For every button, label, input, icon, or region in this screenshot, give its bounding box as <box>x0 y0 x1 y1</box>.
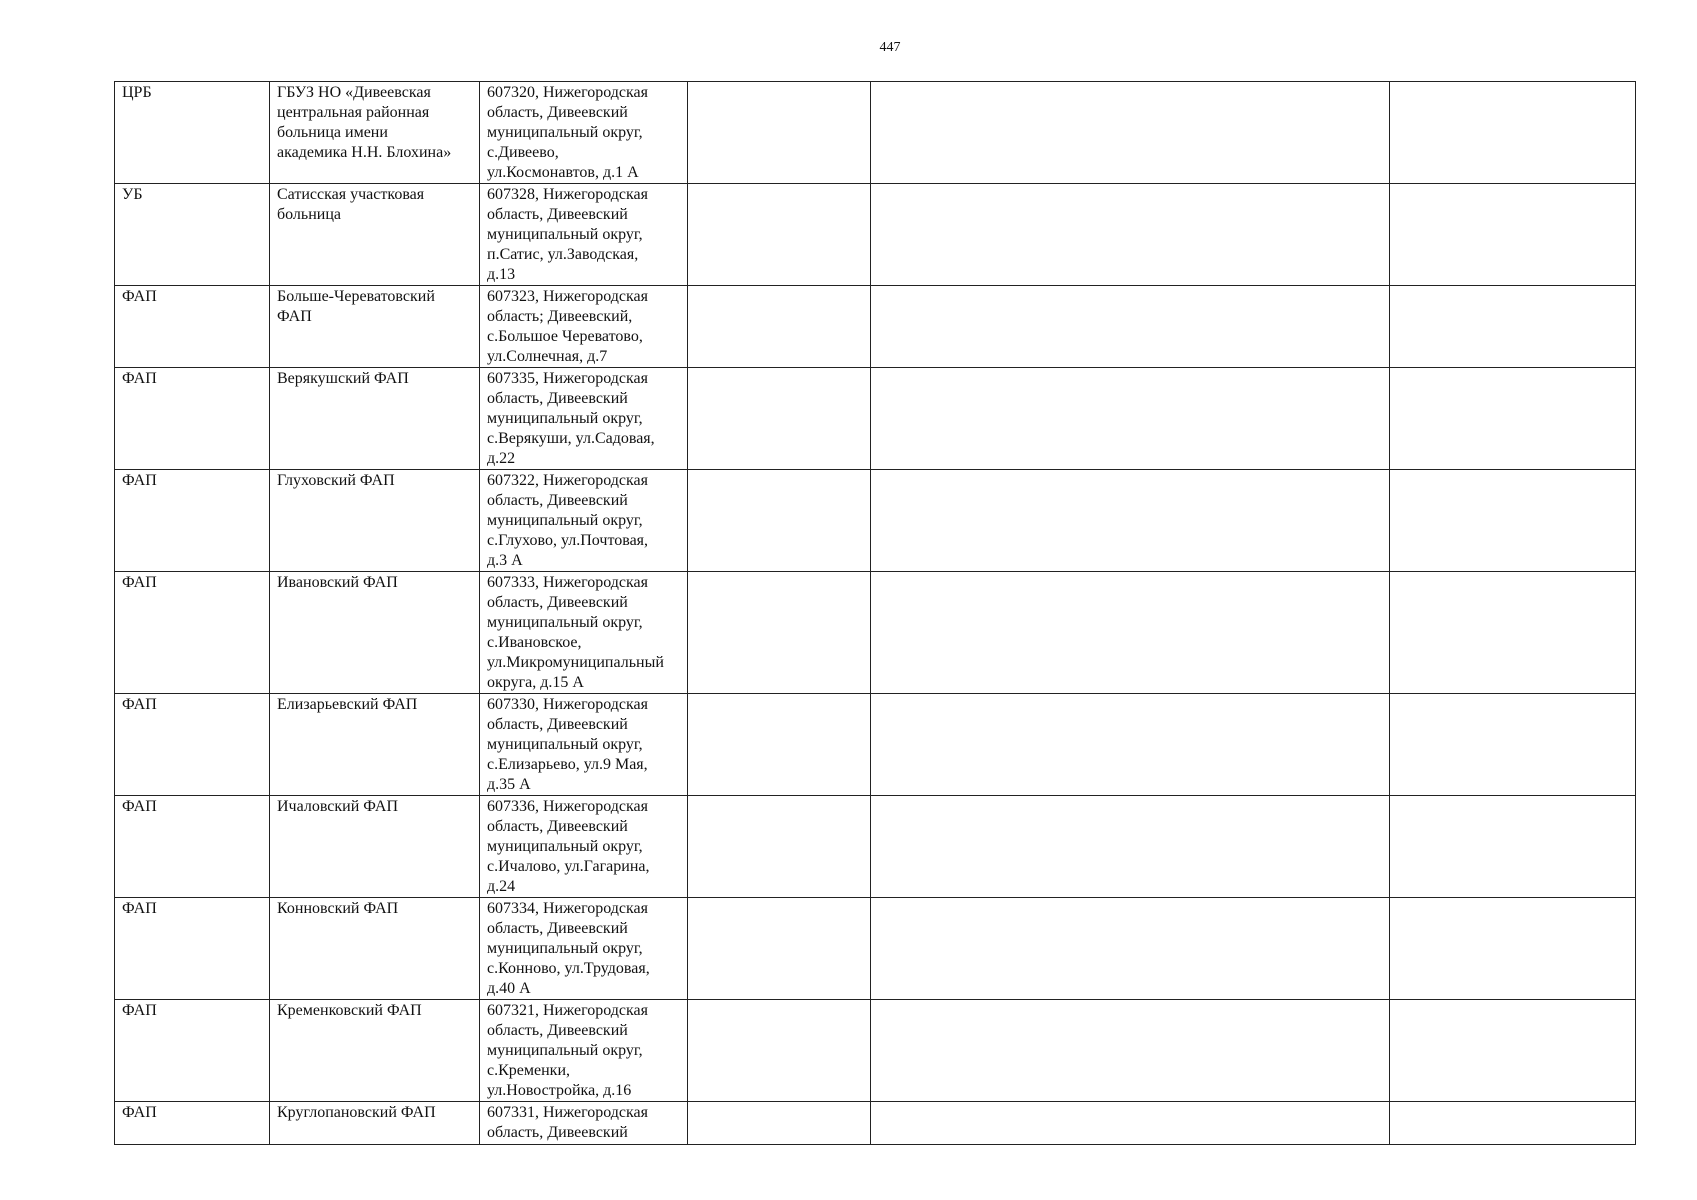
facility-name-cell: Глуховский ФАП <box>270 470 480 572</box>
facility-address-cell: 607334, Нижегородская область, Дивеевский муниципальный округ, с.Конново, ул.Трудовая, д.40 А <box>480 898 688 1000</box>
empty-cell <box>871 82 1390 184</box>
empty-cell <box>1390 368 1636 470</box>
table-row <box>115 1102 1636 1145</box>
table-row <box>115 694 1636 796</box>
facility-name-cell: Ичаловский ФАП <box>270 796 480 898</box>
empty-cell <box>688 572 871 694</box>
empty-cell <box>688 1102 871 1145</box>
facility-address-cell: 607335, Нижегородская область, Дивеевский муниципальный округ, с.Верякуши, ул.Садовая, д.22 <box>480 368 688 470</box>
table-row <box>115 898 1636 1000</box>
facility-name-cell: Сатисская участковая больница <box>270 184 480 286</box>
table-row <box>115 470 1636 572</box>
page-number: 447 <box>879 40 901 55</box>
facilities-table <box>114 81 1636 1145</box>
empty-cell <box>871 184 1390 286</box>
empty-cell <box>871 796 1390 898</box>
empty-cell <box>1390 1102 1636 1145</box>
empty-cell <box>871 898 1390 1000</box>
facility-address-cell: 607333, Нижегородская область, Дивеевский муниципальный округ, с.Ивановское, ул.Микромуниципальный округа, д.15 А <box>480 572 688 694</box>
facility-name-cell: Ивановский ФАП <box>270 572 480 694</box>
facility-type-cell: ФАП <box>115 286 270 368</box>
facility-type-cell: ФАП <box>115 368 270 470</box>
empty-cell <box>871 470 1390 572</box>
empty-cell <box>1390 572 1636 694</box>
facility-type-cell: ЦРБ <box>115 82 270 184</box>
empty-cell <box>688 796 871 898</box>
facility-type-cell: ФАП <box>115 796 270 898</box>
facility-type-cell: ФАП <box>115 572 270 694</box>
empty-cell <box>688 286 871 368</box>
empty-cell <box>1390 898 1636 1000</box>
facility-type-cell: ФАП <box>115 1000 270 1102</box>
facility-address-cell: 607321, Нижегородская область, Дивеевский муниципальный округ, с.Кременки, ул.Новостройка, д.16 <box>480 1000 688 1102</box>
empty-cell <box>871 286 1390 368</box>
empty-cell <box>871 368 1390 470</box>
facility-type-cell: ФАП <box>115 470 270 572</box>
facility-address-cell: 607331, Нижегородская область, Дивеевский <box>480 1102 688 1145</box>
facility-name-cell: ГБУЗ НО «Дивеевская центральная районная больница имени академика Н.Н. Блохина» <box>270 82 480 184</box>
empty-cell <box>1390 694 1636 796</box>
facility-name-cell: Больше-Череватовский ФАП <box>270 286 480 368</box>
facility-name-cell: Круглопановский ФАП <box>270 1102 480 1145</box>
empty-cell <box>871 694 1390 796</box>
empty-cell <box>871 1000 1390 1102</box>
table-row <box>115 796 1636 898</box>
facility-address-cell: 607330, Нижегородская область, Дивеевский муниципальный округ, с.Елизарьево, ул.9 Мая, д.35 А <box>480 694 688 796</box>
empty-cell <box>871 572 1390 694</box>
empty-cell <box>1390 184 1636 286</box>
table-row <box>115 368 1636 470</box>
facility-type-cell: ФАП <box>115 1102 270 1145</box>
empty-cell <box>871 1102 1390 1145</box>
facility-type-cell: ФАП <box>115 898 270 1000</box>
facility-address-cell: 607322, Нижегородская область, Дивеевский муниципальный округ, с.Глухово, ул.Почтовая, д.3 А <box>480 470 688 572</box>
facility-address-cell: 607323, Нижегородская область; Дивеевский, с.Большое Череватово, ул.Солнечная, д.7 <box>480 286 688 368</box>
empty-cell <box>688 1000 871 1102</box>
facility-name-cell: Конновский ФАП <box>270 898 480 1000</box>
facility-address-cell: 607336, Нижегородская область, Дивеевский муниципальный округ, с.Ичалово, ул.Гагарина, д.24 <box>480 796 688 898</box>
facility-address-cell: 607328, Нижегородская область, Дивеевский муниципальный округ, п.Сатис, ул.Заводская, д.13 <box>480 184 688 286</box>
facility-name-cell: Елизарьевский ФАП <box>270 694 480 796</box>
empty-cell <box>688 898 871 1000</box>
facility-name-cell: Верякушский ФАП <box>270 368 480 470</box>
empty-cell <box>688 368 871 470</box>
empty-cell <box>688 694 871 796</box>
empty-cell <box>1390 470 1636 572</box>
empty-cell <box>688 82 871 184</box>
empty-cell <box>688 470 871 572</box>
facility-name-cell: Кременковский ФАП <box>270 1000 480 1102</box>
facility-address-cell: 607320, Нижегородская область, Дивеевский муниципальный округ, с.Дивеево, ул.Космонавтов, д.1 А <box>480 82 688 184</box>
table-row <box>115 572 1636 694</box>
table-row <box>115 82 1636 184</box>
table-row <box>115 1000 1636 1102</box>
empty-cell <box>1390 796 1636 898</box>
facility-type-cell: ФАП <box>115 694 270 796</box>
empty-cell <box>688 184 871 286</box>
table-row <box>115 184 1636 286</box>
empty-cell <box>1390 82 1636 184</box>
empty-cell <box>1390 286 1636 368</box>
table-row <box>115 286 1636 368</box>
empty-cell <box>1390 1000 1636 1102</box>
facility-type-cell: УБ <box>115 184 270 286</box>
